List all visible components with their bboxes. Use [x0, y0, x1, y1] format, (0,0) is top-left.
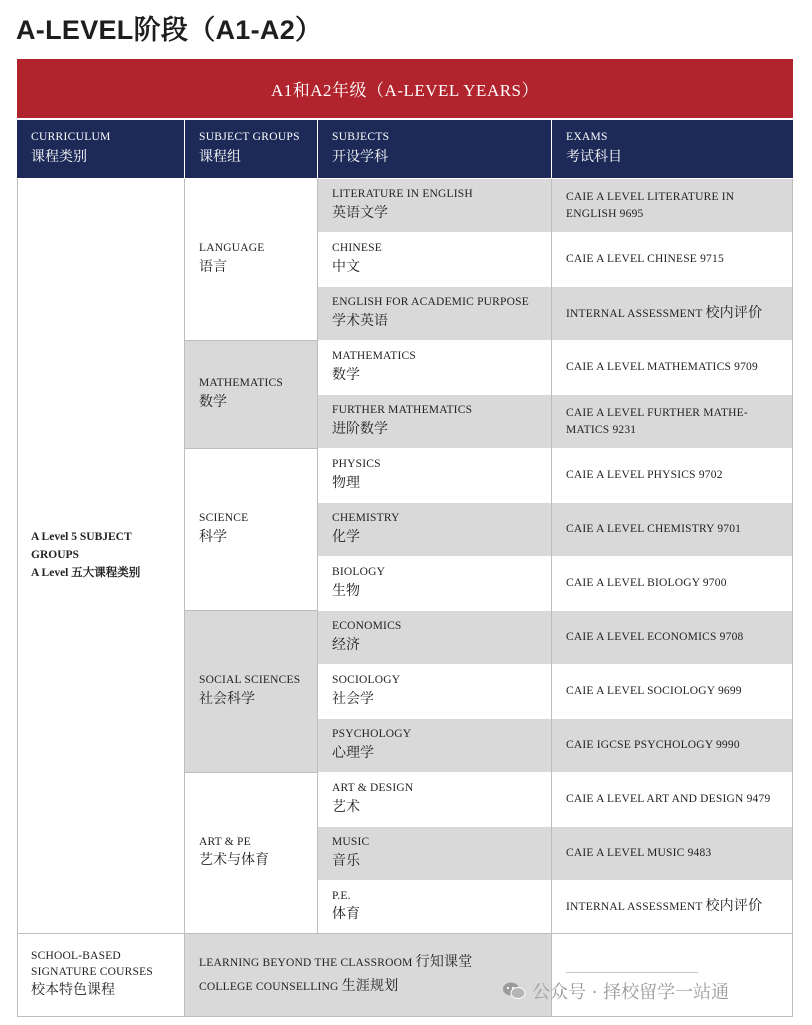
subject-literature: [318, 179, 551, 232]
grid-line: [184, 448, 317, 449]
subject-zh: 社会学: [332, 691, 374, 707]
subject-chemistry: [318, 503, 551, 556]
exam-further-math: [552, 395, 793, 448]
signature-courses-cell: [185, 934, 551, 1016]
group-mathematics-en: MATHEMATICS: [199, 377, 283, 390]
header-subjects: [318, 120, 551, 178]
exam-line-1: CAIE A LEVEL FURTHER MATHE-: [566, 407, 748, 420]
exam-line-1: CAIE A LEVEL ECONOMICS 9708: [566, 631, 744, 644]
subject-sociology: [318, 665, 551, 718]
subject-en: PSYCHOLOGY: [332, 728, 412, 741]
grid-line: [317, 179, 318, 934]
exam-line-1: CAIE A LEVEL LITERATURE IN: [566, 191, 735, 204]
curriculum-line-3: A Level 五大课程类别: [31, 566, 141, 579]
grid-line: [17, 179, 18, 1016]
exam-literature: [552, 179, 793, 232]
exam-line-1: [566, 304, 785, 324]
subject-zh: 体育: [332, 907, 360, 923]
school-based-zh: 校本特色课程: [31, 983, 115, 999]
wechat-icon: [502, 981, 526, 1001]
exam-line-1: CAIE A LEVEL PHYSICS 9702: [566, 469, 723, 482]
group-science-en: SCIENCE: [199, 512, 249, 525]
exam-line-1: CAIE A LEVEL MATHEMATICS 9709: [566, 361, 758, 374]
subject-further-math: [318, 395, 551, 448]
watermark: [502, 978, 729, 1004]
subject-zh: 经济: [332, 637, 360, 653]
school-based-en-2: SIGNATURE COURSES: [31, 965, 153, 978]
subject-pe: [318, 881, 551, 933]
signature-line-1-zh: 行知课堂: [415, 955, 473, 971]
subject-mathematics: [318, 341, 551, 394]
subject-zh: 英语文学: [332, 205, 388, 221]
group-art-pe-zh: 艺术与体育: [199, 853, 269, 869]
header-subject-groups: [185, 120, 317, 178]
signature-line-1: [199, 953, 543, 973]
subject-zh: 艺术: [332, 799, 360, 815]
header-subjects-en: SUBJECTS: [332, 131, 390, 144]
exam-zh: 校内评价: [705, 305, 763, 321]
grid-line: [792, 179, 793, 1016]
exam-sociology: [552, 665, 793, 718]
exam-line-2: MATICS 9231: [566, 423, 637, 436]
subject-en: ART & DESIGN: [332, 782, 414, 795]
subject-en: SOCIOLOGY: [332, 674, 401, 687]
header-subject-groups-zh: 课程组: [199, 149, 241, 165]
exam-line-1: CAIE A LEVEL CHINESE 9715: [566, 253, 724, 266]
subject-zh: 化学: [332, 529, 360, 545]
exam-zh: 校内评价: [705, 899, 763, 915]
group-mathematics-zh: 数学: [199, 394, 227, 410]
subject-chinese: [318, 233, 551, 286]
subject-en: MUSIC: [332, 836, 370, 849]
group-science: [185, 449, 317, 610]
subject-music: [318, 827, 551, 880]
subject-eap: [318, 287, 551, 340]
signature-line-2-en: COLLEGE COUNSELLING: [199, 981, 339, 993]
group-language-zh: 语言: [199, 259, 227, 275]
signature-line-1-en: LEARNING BEYOND THE CLASSROOM: [199, 957, 413, 970]
exam-chemistry: [552, 503, 793, 556]
exam-pe: [552, 881, 793, 933]
header-exams: [552, 120, 793, 178]
header-curriculum-zh: 课程类别: [31, 149, 87, 165]
exam-line-1: [566, 897, 785, 917]
grid-line: [551, 179, 552, 1016]
group-science-zh: 科学: [199, 529, 227, 545]
group-art-pe: [185, 773, 317, 933]
grid-line: [184, 772, 317, 773]
subject-psychology: [318, 719, 551, 772]
exam-psychology: [552, 719, 793, 772]
subject-biology: [318, 557, 551, 610]
subject-en: ECONOMICS: [332, 620, 402, 633]
header-curriculum: [17, 120, 184, 178]
subject-en: ENGLISH FOR ACADEMIC PURPOSE: [332, 296, 529, 309]
watermark-divider: [566, 972, 698, 973]
grid-line: [184, 610, 317, 611]
group-mathematics: [185, 341, 317, 448]
header-exams-en: EXAMS: [566, 131, 608, 144]
subject-zh: 音乐: [332, 853, 360, 869]
header-exams-zh: 考试科目: [566, 149, 622, 165]
subject-zh: 进阶数学: [332, 421, 388, 437]
exam-line-1: CAIE IGCSE PSYCHOLOGY 9990: [566, 739, 740, 752]
subject-zh: 心理学: [332, 745, 374, 761]
page-title: A-LEVEL阶段（A1-A2）: [16, 15, 323, 45]
subject-zh: 学术英语: [332, 313, 388, 329]
subject-zh: 中文: [332, 259, 360, 275]
exam-en: INTERNAL ASSESSMENT: [566, 901, 703, 914]
exam-music: [552, 827, 793, 880]
grid-line: [17, 1016, 793, 1017]
school-based-en-1: SCHOOL-BASED: [31, 950, 121, 963]
subject-physics: [318, 449, 551, 502]
exam-en: INTERNAL ASSESSMENT: [566, 307, 703, 320]
exam-economics: [552, 611, 793, 664]
exam-line-1: CAIE A LEVEL SOCIOLOGY 9699: [566, 685, 742, 698]
subject-zh: 生物: [332, 583, 360, 599]
grid-line: [17, 933, 793, 934]
subject-en: CHEMISTRY: [332, 512, 400, 525]
group-language-en: LANGUAGE: [199, 242, 265, 255]
header-subjects-zh: 开设学科: [332, 149, 388, 165]
grid-line: [184, 179, 185, 1016]
exam-art-design: [552, 773, 793, 826]
exam-line-1: CAIE A LEVEL ART AND DESIGN 9479: [566, 793, 771, 806]
subject-art-design: [318, 773, 551, 826]
school-based-cell: [17, 934, 184, 1016]
grid-line: [184, 340, 317, 341]
subject-en: CHINESE: [332, 242, 382, 255]
watermark-text: 公众号 · 择校留学一站通: [532, 982, 730, 1003]
subject-en: P.E.: [332, 889, 351, 902]
exam-line-2: ENGLISH 9695: [566, 207, 644, 220]
group-art-pe-en: ART & PE: [199, 835, 251, 848]
signature-line-2-zh: 生涯规划: [341, 979, 399, 994]
table-banner: A1和A2年级（A-LEVEL YEARS）: [17, 59, 793, 118]
curriculum-cell: [17, 179, 184, 933]
exam-eap: [552, 287, 793, 340]
group-social-sciences: [185, 611, 317, 772]
exam-physics: [552, 449, 793, 502]
subject-en: MATHEMATICS: [332, 350, 416, 363]
exam-mathematics: [552, 341, 793, 394]
subject-en: PHYSICS: [332, 458, 381, 471]
group-social-sciences-zh: 社会科学: [199, 691, 255, 707]
exam-line-1: CAIE A LEVEL MUSIC 9483: [566, 847, 712, 860]
subject-zh: 物理: [332, 475, 360, 491]
curriculum-line-2: GROUPS: [31, 549, 79, 562]
exam-line-1: CAIE A LEVEL CHEMISTRY 9701: [566, 523, 742, 536]
group-language: [185, 179, 317, 340]
curriculum-line-1: A Level 5 SUBJECT: [31, 531, 132, 544]
subject-en: FURTHER MATHEMATICS: [332, 404, 473, 417]
subject-zh: 数学: [332, 367, 360, 383]
signature-line-2: [199, 977, 543, 997]
exam-biology: [552, 557, 793, 610]
subject-en: LITERATURE IN ENGLISH: [332, 188, 473, 201]
header-curriculum-en: CURRICULUM: [31, 131, 111, 144]
exam-chinese: [552, 233, 793, 286]
subject-en: BIOLOGY: [332, 566, 386, 579]
header-subject-groups-en: SUBJECT GROUPS: [199, 131, 300, 144]
subject-economics: [318, 611, 551, 664]
group-social-sciences-en: SOCIAL SCIENCES: [199, 674, 301, 687]
exam-line-1: CAIE A LEVEL BIOLOGY 9700: [566, 577, 727, 590]
